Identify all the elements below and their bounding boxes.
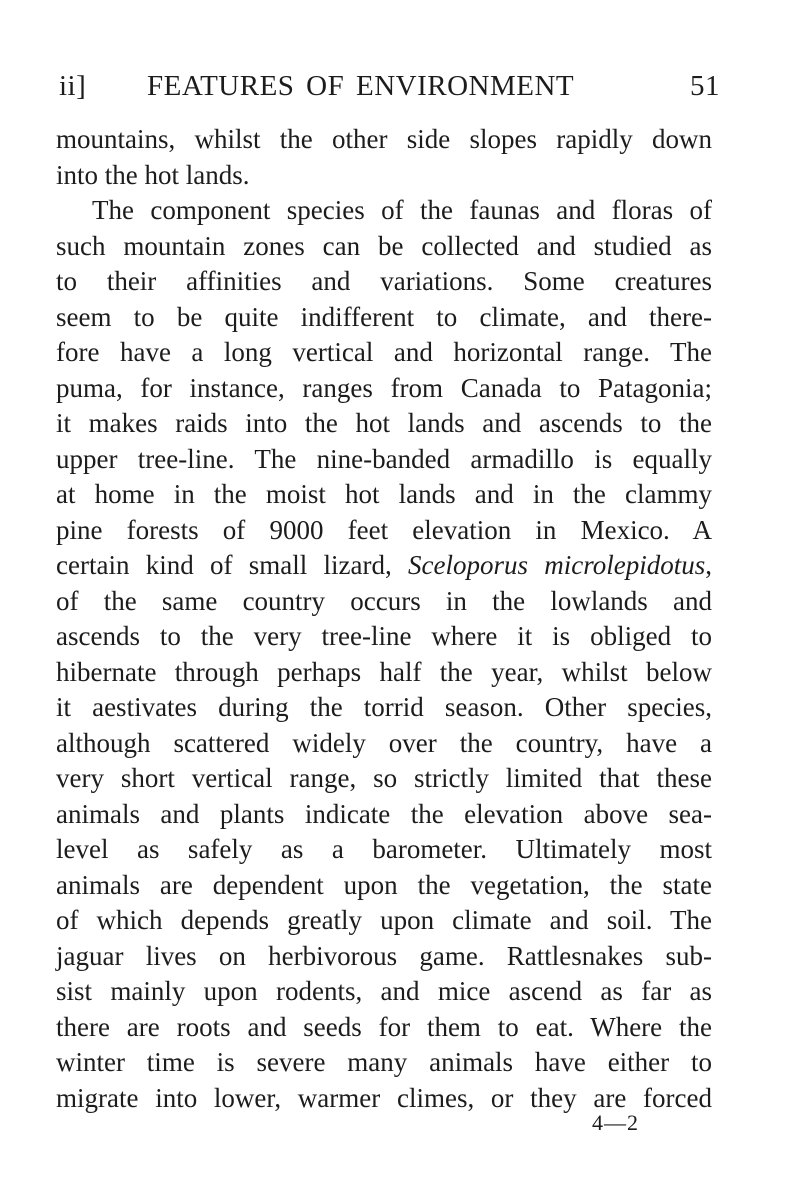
body-text <box>56 122 712 1116</box>
text-line: hibernate through perhaps half the year, whilst below <box>56 656 712 687</box>
text-line: into the hot lands. <box>56 159 250 190</box>
text-line: migrate into lower, warmer climes, or they are forced <box>56 1082 712 1113</box>
text-line: such mountain zones can be collected and studied as <box>56 230 712 261</box>
text-line: of which depends greatly upon climate and soil. The <box>56 905 712 935</box>
text-line: of the same country occurs in the lowlands and <box>56 585 712 616</box>
text-line: animals and plants indicate the elevation above sea- <box>56 798 712 829</box>
text-line: level as safely as a barometer. Ultimately most <box>56 834 712 864</box>
text-segment: certain kind of small lizard, <box>56 550 409 580</box>
text-line: sist mainly upon rodents, and mice ascend as far as <box>56 976 712 1006</box>
text-line: very short vertical range, so strictly limited that these <box>56 763 712 793</box>
text-line: seem to be quite indifferent to climate, and there- <box>56 301 712 332</box>
running-head <box>55 70 720 110</box>
chapter-number: ii] <box>59 70 87 102</box>
text-line: ascends to the very tree-line where it is obliged to <box>56 621 712 651</box>
text-line: to their affinities and variations. Some creatures <box>56 266 712 296</box>
text-line: at home in the moist hot lands and in the clammy <box>56 479 712 509</box>
text-line: it aestivates during the torrid season. Other species, <box>56 692 712 722</box>
text-line: jaguar lives on herbivorous game. Rattlesnakes sub- <box>56 940 712 971</box>
text-line: although scattered widely over the country, have a <box>56 727 712 758</box>
text-line <box>56 548 712 584</box>
text-line: fore have a long vertical and horizontal range. The <box>56 337 712 367</box>
running-title: FEATURES OF ENVIRONMENT <box>147 70 575 102</box>
species-name: Sceloporus microlepidotus <box>408 550 706 580</box>
text-line: pine forests of 9000 feet elevation in Mexico. A <box>56 514 712 545</box>
text-segment: , <box>705 550 713 580</box>
text-line: puma, for instance, ranges from Canada to Patagonia; <box>56 372 712 403</box>
page-number: 51 <box>690 70 720 102</box>
signature-mark: 4—2 <box>592 1110 639 1135</box>
text-line: The component species of the faunas and floras of <box>92 195 712 225</box>
text-line: winter time is severe many animals have either to <box>56 1047 712 1077</box>
text-line: upper tree-line. The nine-banded armadillo is equally <box>56 443 712 474</box>
text-line: animals are dependent upon the vegetation, the state <box>56 869 712 900</box>
text-line: mountains, whilst the other side slopes rapidly down <box>56 124 712 154</box>
text-line: there are roots and seeds for them to eat. Where the <box>56 1011 712 1042</box>
text-line: it makes raids into the hot lands and ascends to the <box>56 408 712 438</box>
